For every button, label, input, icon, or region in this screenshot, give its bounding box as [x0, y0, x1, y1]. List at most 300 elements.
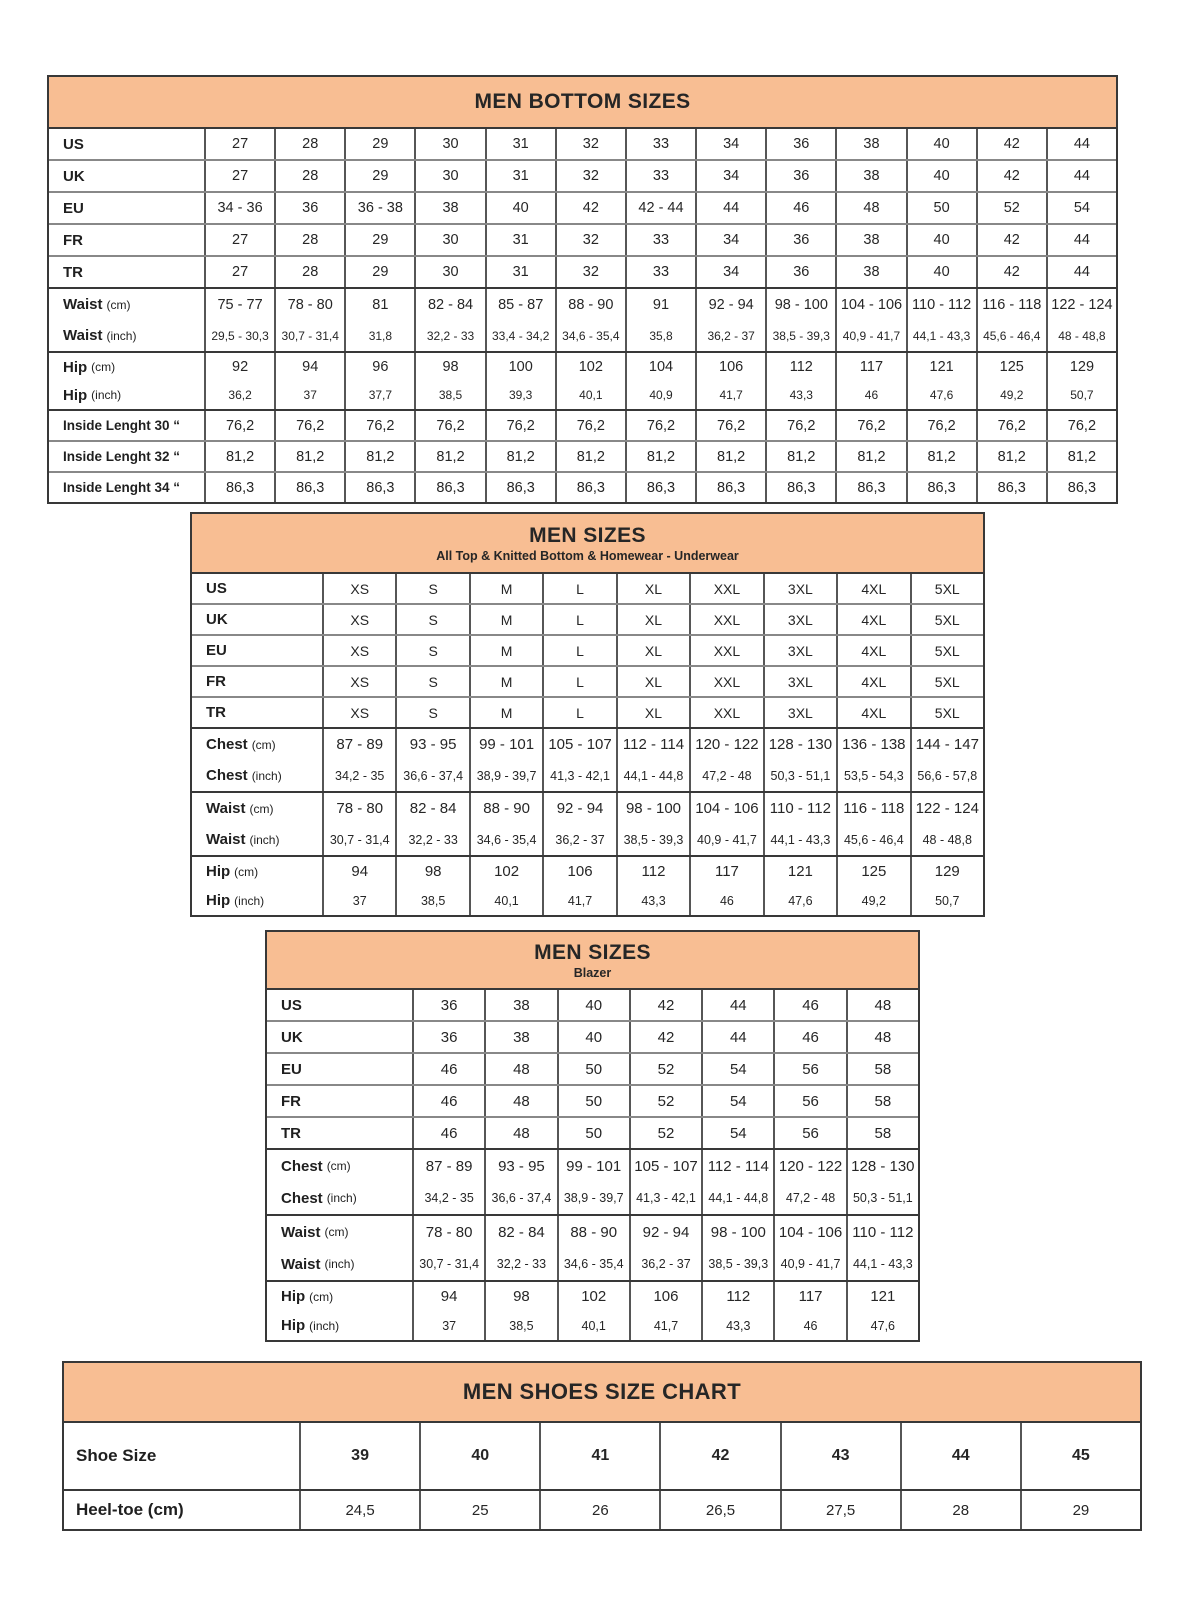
value-cell: 41,7	[695, 381, 765, 409]
value-cell: 88 - 90	[469, 793, 542, 824]
row-label-text: TR	[63, 263, 83, 281]
table-section	[49, 409, 1116, 502]
table-row	[192, 696, 983, 727]
value-cell: 104	[625, 353, 695, 381]
value-cell: 92	[204, 353, 274, 381]
value-cell: 40	[906, 161, 976, 191]
value-cell: 41	[539, 1423, 659, 1489]
value-cell: S	[395, 605, 468, 634]
value-cell: 81,2	[906, 442, 976, 471]
value-cell: 43	[780, 1423, 900, 1489]
value-cell: 40,9	[625, 381, 695, 409]
value-cell: 34	[695, 225, 765, 255]
value-cell: 33	[625, 257, 695, 287]
row-label-unit: (cm)	[249, 801, 274, 816]
value-cell: 40,9 - 41,7	[835, 320, 905, 351]
table-section	[267, 1214, 918, 1280]
value-cell: 112 - 114	[616, 729, 689, 760]
row-label	[49, 225, 204, 255]
value-cell: 42 - 44	[625, 193, 695, 223]
value-cell: 129	[1046, 353, 1116, 381]
value-cell: 98	[395, 857, 468, 886]
row-label	[267, 1216, 412, 1248]
value-cell: 46	[689, 886, 762, 915]
value-cell: 4XL	[836, 698, 909, 727]
value-cell: 34,2 - 35	[322, 760, 395, 791]
value-cell: 86,3	[274, 473, 344, 502]
value-cell: L	[542, 574, 615, 603]
row-label-text: Waist	[281, 1255, 321, 1273]
table-section	[49, 351, 1116, 409]
value-cell: 29	[344, 225, 414, 255]
row-label-unit: (cm)	[251, 737, 276, 752]
value-cell: 54	[701, 1086, 773, 1116]
row-label	[49, 353, 204, 381]
value-cell: 50	[557, 1118, 629, 1148]
value-cell: 86,3	[485, 473, 555, 502]
value-cell: 44,1 - 43,3	[763, 824, 836, 855]
table-header	[267, 932, 918, 990]
men-bottom-sizes-table	[47, 75, 1118, 504]
table-row	[267, 1084, 918, 1116]
value-cell: 86,3	[765, 473, 835, 502]
value-cell: 50	[557, 1086, 629, 1116]
value-cell: 3XL	[763, 667, 836, 696]
value-cell: 112	[616, 857, 689, 886]
value-cell: XL	[616, 667, 689, 696]
value-cell: 32,2 - 33	[395, 824, 468, 855]
row-label-text: UK	[206, 611, 228, 628]
row-label	[192, 886, 322, 915]
value-cell: 46	[765, 193, 835, 223]
value-cell: 86,3	[906, 473, 976, 502]
value-cell: 92 - 94	[695, 289, 765, 320]
table-row	[192, 824, 983, 855]
row-label	[267, 1282, 412, 1311]
row-label	[49, 411, 204, 440]
value-cell: 36,2 - 37	[542, 824, 615, 855]
row-label-unit: (inch)	[324, 1257, 355, 1271]
value-cell: 48	[846, 990, 918, 1020]
value-cell: 38	[484, 990, 556, 1020]
value-cell: 102	[555, 353, 625, 381]
value-cell: 102	[557, 1282, 629, 1311]
value-cell: 76,2	[555, 411, 625, 440]
value-cell: 81,2	[625, 442, 695, 471]
value-cell: 5XL	[910, 667, 983, 696]
value-cell: 121	[763, 857, 836, 886]
row-label	[49, 161, 204, 191]
table-section	[49, 129, 1116, 287]
value-cell: 98 - 100	[701, 1216, 773, 1248]
value-cell: 104 - 106	[689, 793, 762, 824]
table-row	[192, 634, 983, 665]
row-label-text: UK	[63, 167, 85, 185]
value-cell: 86,3	[625, 473, 695, 502]
row-label-text: TR	[206, 704, 226, 721]
row-label	[64, 1491, 299, 1529]
value-cell: 48	[484, 1118, 556, 1148]
row-label	[192, 824, 322, 855]
table-section	[192, 574, 983, 727]
row-label	[64, 1423, 299, 1489]
value-cell: 41,3 - 42,1	[629, 1182, 701, 1214]
value-cell: 58	[846, 1086, 918, 1116]
value-cell: 33,4 - 34,2	[485, 320, 555, 351]
value-cell: M	[469, 698, 542, 727]
value-cell: 75 - 77	[204, 289, 274, 320]
value-cell: 38	[835, 225, 905, 255]
value-cell: 81,2	[485, 442, 555, 471]
value-cell: 86,3	[344, 473, 414, 502]
value-cell: 27	[204, 161, 274, 191]
row-label	[267, 1086, 412, 1116]
table-row	[267, 1282, 918, 1311]
value-cell: 27	[204, 225, 274, 255]
row-label-text: TR	[281, 1124, 301, 1142]
value-cell: 106	[542, 857, 615, 886]
row-label-text: Chest	[206, 736, 248, 753]
value-cell: 29	[1020, 1491, 1140, 1529]
value-cell: 38,5	[484, 1311, 556, 1340]
value-cell: 29	[344, 257, 414, 287]
value-cell: 44,1 - 43,3	[846, 1248, 918, 1280]
value-cell: L	[542, 636, 615, 665]
value-cell: 44	[701, 1022, 773, 1052]
row-label	[192, 698, 322, 727]
value-cell: 86,3	[555, 473, 625, 502]
value-cell: 38	[484, 1022, 556, 1052]
value-cell: S	[395, 636, 468, 665]
row-label	[192, 636, 322, 665]
value-cell: 36 - 38	[344, 193, 414, 223]
row-label	[49, 473, 204, 502]
value-cell: XXL	[689, 605, 762, 634]
value-cell: 33	[625, 225, 695, 255]
table-row	[49, 471, 1116, 502]
value-cell: 42	[976, 129, 1046, 159]
value-cell: 81,2	[414, 442, 484, 471]
value-cell: 24,5	[299, 1491, 419, 1529]
value-cell: 56	[773, 1054, 845, 1084]
row-label-text: Chest	[281, 1157, 323, 1175]
value-cell: 44	[1046, 257, 1116, 287]
value-cell: 78 - 80	[274, 289, 344, 320]
row-label-text: FR	[281, 1092, 301, 1110]
value-cell: 42	[976, 257, 1046, 287]
value-cell: 44	[900, 1423, 1020, 1489]
value-cell: 81,2	[344, 442, 414, 471]
value-cell: 46	[773, 1022, 845, 1052]
value-cell: XL	[616, 605, 689, 634]
value-cell: 38	[414, 193, 484, 223]
table-header	[64, 1363, 1140, 1423]
value-cell: 110 - 112	[763, 793, 836, 824]
value-cell: L	[542, 667, 615, 696]
value-cell: 34,6 - 35,4	[469, 824, 542, 855]
row-label-text: EU	[281, 1060, 302, 1078]
table-row	[192, 574, 983, 603]
value-cell: 46	[835, 381, 905, 409]
value-cell: 91	[625, 289, 695, 320]
row-label-text: Inside Lenght 30 “	[63, 418, 181, 433]
table-row	[267, 1052, 918, 1084]
table-section	[267, 1148, 918, 1214]
value-cell: 76,2	[906, 411, 976, 440]
value-cell: 76,2	[976, 411, 1046, 440]
value-cell: 28	[274, 129, 344, 159]
value-cell: 36	[412, 1022, 484, 1052]
table-row	[64, 1423, 1140, 1489]
value-cell: 25	[419, 1491, 539, 1529]
value-cell: 40	[906, 257, 976, 287]
row-label-unit: (cm)	[326, 1159, 351, 1173]
value-cell: 42	[629, 1022, 701, 1052]
value-cell: 30	[414, 225, 484, 255]
value-cell: 52	[629, 1054, 701, 1084]
row-label	[267, 1311, 412, 1340]
value-cell: 48 - 48,8	[1046, 320, 1116, 351]
value-cell: 105 - 107	[629, 1150, 701, 1182]
value-cell: 76,2	[695, 411, 765, 440]
table-row	[49, 191, 1116, 223]
row-label-unit: (inch)	[251, 768, 282, 783]
value-cell: 93 - 95	[395, 729, 468, 760]
value-cell: 92 - 94	[629, 1216, 701, 1248]
value-cell: 93 - 95	[484, 1150, 556, 1182]
value-cell: 81,2	[695, 442, 765, 471]
value-cell: 42	[976, 161, 1046, 191]
row-label	[49, 129, 204, 159]
value-cell: 30	[414, 161, 484, 191]
value-cell: 38	[835, 257, 905, 287]
value-cell: 39	[299, 1423, 419, 1489]
row-label	[267, 1248, 412, 1280]
value-cell: 58	[846, 1054, 918, 1084]
value-cell: 28	[274, 257, 344, 287]
value-cell: 37,7	[344, 381, 414, 409]
value-cell: 37	[274, 381, 344, 409]
value-cell: 45	[1020, 1423, 1140, 1489]
value-cell: M	[469, 574, 542, 603]
value-cell: 46	[773, 1311, 845, 1340]
value-cell: 27	[204, 257, 274, 287]
table-title: MEN BOTTOM SIZES	[474, 90, 691, 113]
value-cell: 125	[976, 353, 1046, 381]
value-cell: 98 - 100	[765, 289, 835, 320]
value-cell: 81,2	[765, 442, 835, 471]
value-cell: 36,2 - 37	[695, 320, 765, 351]
table-title: MEN SIZES	[534, 940, 651, 964]
value-cell: 81,2	[204, 442, 274, 471]
table-row	[267, 1216, 918, 1248]
row-label-text: Hip	[63, 386, 88, 404]
row-label-text: Hip	[206, 892, 231, 909]
table-row	[49, 223, 1116, 255]
value-cell: 32	[555, 225, 625, 255]
value-cell: 31	[485, 161, 555, 191]
value-cell: 94	[412, 1282, 484, 1311]
value-cell: 4XL	[836, 605, 909, 634]
value-cell: 30	[414, 129, 484, 159]
value-cell: 36,6 - 37,4	[395, 760, 468, 791]
value-cell: 76,2	[835, 411, 905, 440]
row-label-text: Hip	[281, 1288, 306, 1305]
row-label-unit: (cm)	[324, 1225, 349, 1239]
row-label	[49, 320, 204, 351]
table-row	[267, 1182, 918, 1214]
value-cell: 43,3	[765, 381, 835, 409]
table-row	[267, 1248, 918, 1280]
value-cell: 112	[765, 353, 835, 381]
value-cell: 33	[625, 161, 695, 191]
value-cell: 86,3	[1046, 473, 1116, 502]
row-label	[192, 574, 322, 603]
row-label-unit: (inch)	[91, 388, 122, 402]
value-cell: 3XL	[763, 605, 836, 634]
row-label	[192, 667, 322, 696]
row-label	[267, 1118, 412, 1148]
value-cell: 29	[344, 129, 414, 159]
value-cell: 43,3	[616, 886, 689, 915]
table-title: MEN SHOES SIZE CHART	[462, 1379, 742, 1404]
value-cell: 53,5 - 54,3	[836, 760, 909, 791]
value-cell: 36	[765, 257, 835, 287]
table-row	[267, 1020, 918, 1052]
value-cell: 78 - 80	[412, 1216, 484, 1248]
value-cell: 32,2 - 33	[414, 320, 484, 351]
row-label-text: Waist	[206, 831, 246, 848]
row-label-text: EU	[206, 642, 227, 659]
value-cell: 38,5 - 39,3	[701, 1248, 773, 1280]
value-cell: S	[395, 667, 468, 696]
table-row	[49, 129, 1116, 159]
value-cell: 37	[322, 886, 395, 915]
value-cell: 56	[773, 1086, 845, 1116]
value-cell: 44	[701, 990, 773, 1020]
value-cell: 122 - 124	[910, 793, 983, 824]
value-cell: 40	[419, 1423, 539, 1489]
value-cell: XXL	[689, 574, 762, 603]
value-cell: 34	[695, 161, 765, 191]
table-title: MEN SIZES	[529, 523, 646, 547]
value-cell: 34,6 - 35,4	[557, 1248, 629, 1280]
table-section	[192, 855, 983, 915]
row-label	[49, 442, 204, 471]
value-cell: 44	[695, 193, 765, 223]
row-label-text: US	[281, 996, 302, 1014]
value-cell: 38	[835, 129, 905, 159]
value-cell: 47,6	[906, 381, 976, 409]
value-cell: 94	[322, 857, 395, 886]
table-row	[267, 1150, 918, 1182]
table-row	[192, 603, 983, 634]
value-cell: 87 - 89	[322, 729, 395, 760]
value-cell: 117	[835, 353, 905, 381]
value-cell: 76,2	[414, 411, 484, 440]
men-sizes-tops-table	[190, 512, 985, 917]
value-cell: 58	[846, 1118, 918, 1148]
value-cell: 3XL	[763, 574, 836, 603]
value-cell: 26	[539, 1491, 659, 1529]
row-label-unit: (cm)	[234, 864, 259, 879]
value-cell: 86,3	[695, 473, 765, 502]
value-cell: 92 - 94	[542, 793, 615, 824]
value-cell: 36	[274, 193, 344, 223]
value-cell: 46	[412, 1054, 484, 1084]
row-label-text: Waist	[281, 1223, 321, 1241]
value-cell: 121	[846, 1282, 918, 1311]
value-cell: 48	[835, 193, 905, 223]
value-cell: 87 - 89	[412, 1150, 484, 1182]
row-label	[49, 193, 204, 223]
value-cell: 28	[274, 225, 344, 255]
value-cell: 46	[412, 1086, 484, 1116]
value-cell: 46	[412, 1118, 484, 1148]
value-cell: 36	[765, 129, 835, 159]
row-label-unit: (inch)	[309, 1318, 340, 1333]
value-cell: 129	[910, 857, 983, 886]
value-cell: 117	[689, 857, 762, 886]
value-cell: 94	[274, 353, 344, 381]
value-cell: 40,1	[557, 1311, 629, 1340]
value-cell: 34	[695, 257, 765, 287]
value-cell: 44,1 - 43,3	[906, 320, 976, 351]
value-cell: 99 - 101	[469, 729, 542, 760]
value-cell: 54	[701, 1054, 773, 1084]
value-cell: 34	[695, 129, 765, 159]
table-row	[49, 440, 1116, 471]
row-label-text: Waist	[63, 327, 103, 344]
value-cell: 98 - 100	[616, 793, 689, 824]
value-cell: 32,2 - 33	[484, 1248, 556, 1280]
value-cell: 47,6	[846, 1311, 918, 1340]
value-cell: 81,2	[976, 442, 1046, 471]
value-cell: 48	[484, 1086, 556, 1116]
value-cell: 102	[469, 857, 542, 886]
value-cell: 36,2 - 37	[629, 1248, 701, 1280]
value-cell: 52	[976, 193, 1046, 223]
row-label	[49, 257, 204, 287]
value-cell: 52	[629, 1086, 701, 1116]
value-cell: 40,9 - 41,7	[689, 824, 762, 855]
value-cell: 48	[484, 1054, 556, 1084]
value-cell: 136 - 138	[836, 729, 909, 760]
value-cell: S	[395, 698, 468, 727]
value-cell: 47,2 - 48	[773, 1182, 845, 1214]
value-cell: 36,6 - 37,4	[484, 1182, 556, 1214]
table-header	[49, 77, 1116, 129]
value-cell: 86,3	[204, 473, 274, 502]
value-cell: XXL	[689, 698, 762, 727]
value-cell: 76,2	[765, 411, 835, 440]
row-label-text: US	[206, 580, 227, 597]
value-cell: 38	[835, 161, 905, 191]
row-label	[267, 1054, 412, 1084]
value-cell: 32	[555, 161, 625, 191]
value-cell: 30	[414, 257, 484, 287]
value-cell: 99 - 101	[557, 1150, 629, 1182]
value-cell: 48 - 48,8	[910, 824, 983, 855]
table-row	[49, 411, 1116, 440]
value-cell: 5XL	[910, 698, 983, 727]
value-cell: 30,7 - 31,4	[412, 1248, 484, 1280]
table-section	[267, 990, 918, 1148]
value-cell: XS	[322, 605, 395, 634]
value-cell: 40	[485, 193, 555, 223]
value-cell: 86,3	[976, 473, 1046, 502]
value-cell: 50,7	[910, 886, 983, 915]
